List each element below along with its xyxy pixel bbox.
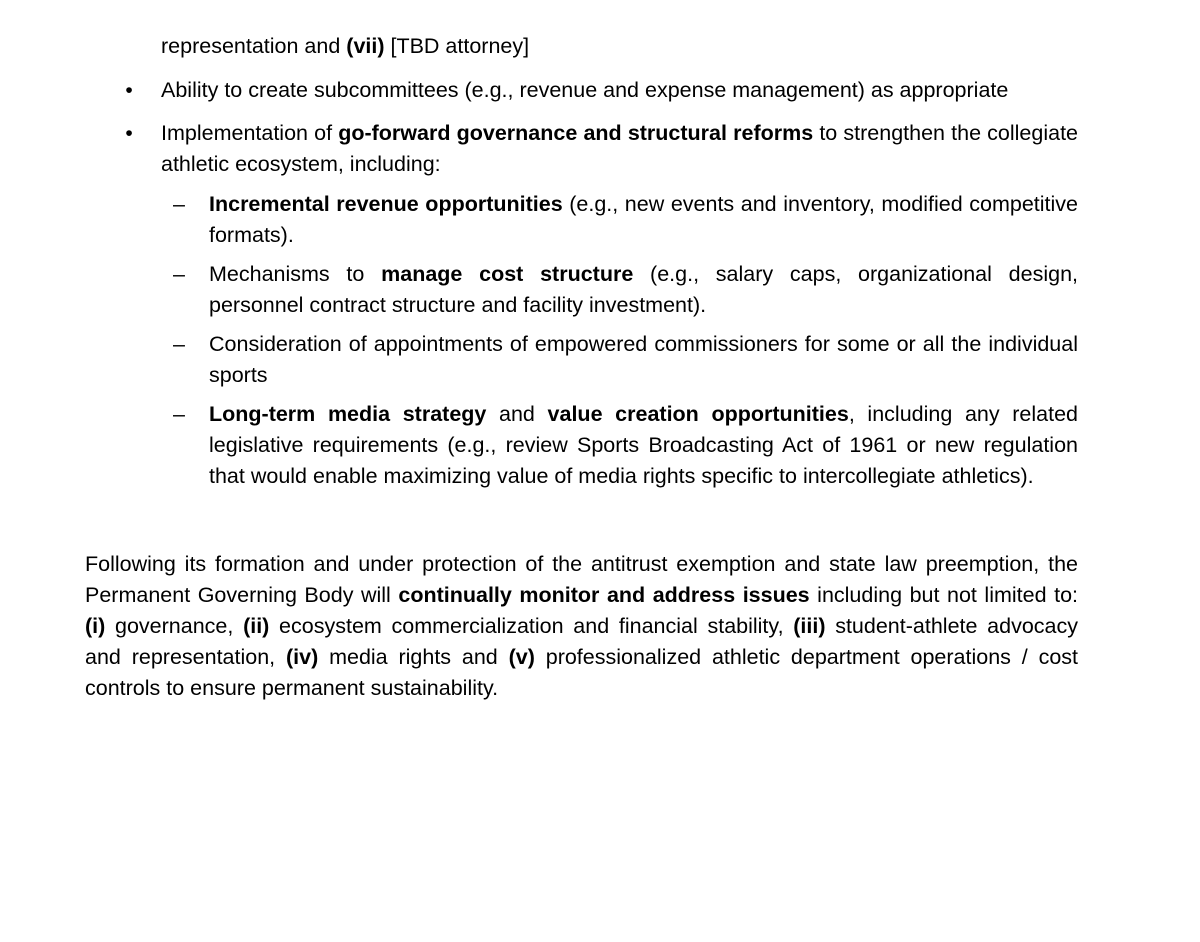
bullet-item-implementation (125, 118, 1079, 180)
sub-item-text: and (486, 402, 548, 426)
closing-text-2: including but not limited to: (809, 583, 1078, 607)
closing-paragraph (85, 549, 1078, 704)
sub-item-bold-2: value creation opportunities (547, 402, 849, 426)
sub-item-bold: Long-term media strategy (209, 402, 487, 426)
bullet-marker: • (125, 122, 133, 145)
closing-marker-v: (v) (508, 645, 535, 669)
closing-marker-i: (i) (85, 614, 106, 638)
closing-text-5: student-athlete advocacy and representation, (85, 614, 1078, 669)
bullet-bold-phrase: go-forward governance and structural reforms (338, 121, 814, 145)
closing-marker-ii: (ii) (243, 614, 270, 638)
sub-item-text-end: (e.g., salary caps, organizational design, personnel contract structure and facility investment). (209, 262, 1078, 317)
dash-marker: – (173, 402, 185, 426)
sub-item-text-start: Mechanisms to (209, 262, 382, 286)
sub-item-text: (e.g., new events and inventory, modified competitive formats). (209, 192, 1078, 247)
bullet-item-subcommittees (125, 75, 1078, 106)
bullet-text-start: Implementation of (161, 121, 339, 145)
bullet-text: Ability to create subcommittees (e.g., revenue and expense management) as appropriate (161, 78, 1009, 102)
continuation-line (161, 31, 1078, 62)
continuation-text-end: [TBD attorney] (384, 34, 530, 58)
continuation-bold-marker: (vii) (346, 34, 385, 58)
sub-item-bold: manage cost structure (381, 262, 634, 286)
sub-item-bold: Incremental revenue opportunities (209, 192, 563, 216)
sub-item-cost (173, 259, 1078, 321)
sub-item-text: Consideration of appointments of empowered commissioners for some or all the individual sports (209, 332, 1078, 387)
closing-bold: continually monitor and address issues (398, 583, 810, 607)
sub-item-revenue (173, 189, 1078, 251)
bullet-text-end: to strengthen the collegiate athletic ecosystem, including: (161, 121, 1079, 176)
closing-text-4: ecosystem commercialization and financial stability, (269, 614, 794, 638)
bullet-marker: • (125, 79, 133, 102)
closing-marker-iii: (iii) (793, 614, 826, 638)
sub-item-media (173, 399, 1078, 492)
dash-marker: – (173, 262, 185, 286)
dash-marker: – (173, 332, 185, 356)
closing-text-7: professionalized athletic department operations / cost controls to ensure permanent sustainability. (85, 645, 1078, 700)
closing-marker-iv: (iv) (285, 645, 319, 669)
closing-text: Following its formation and under protection of the antitrust exemption and state law preemption, the Permanent Governing Body will (85, 552, 1078, 607)
closing-text-3: governance, (105, 614, 244, 638)
sub-item-commissioners (173, 329, 1078, 391)
continuation-text: representation and (161, 34, 347, 58)
dash-marker: – (173, 192, 185, 216)
sub-item-text-end: , including any related legislative requirements (e.g., review Sports Broadcasting Act of 1961 or new regulation that would enable maximizing value of media rights specific to intercollegiate athletics). (209, 402, 1078, 488)
closing-text-6: media rights and (318, 645, 509, 669)
